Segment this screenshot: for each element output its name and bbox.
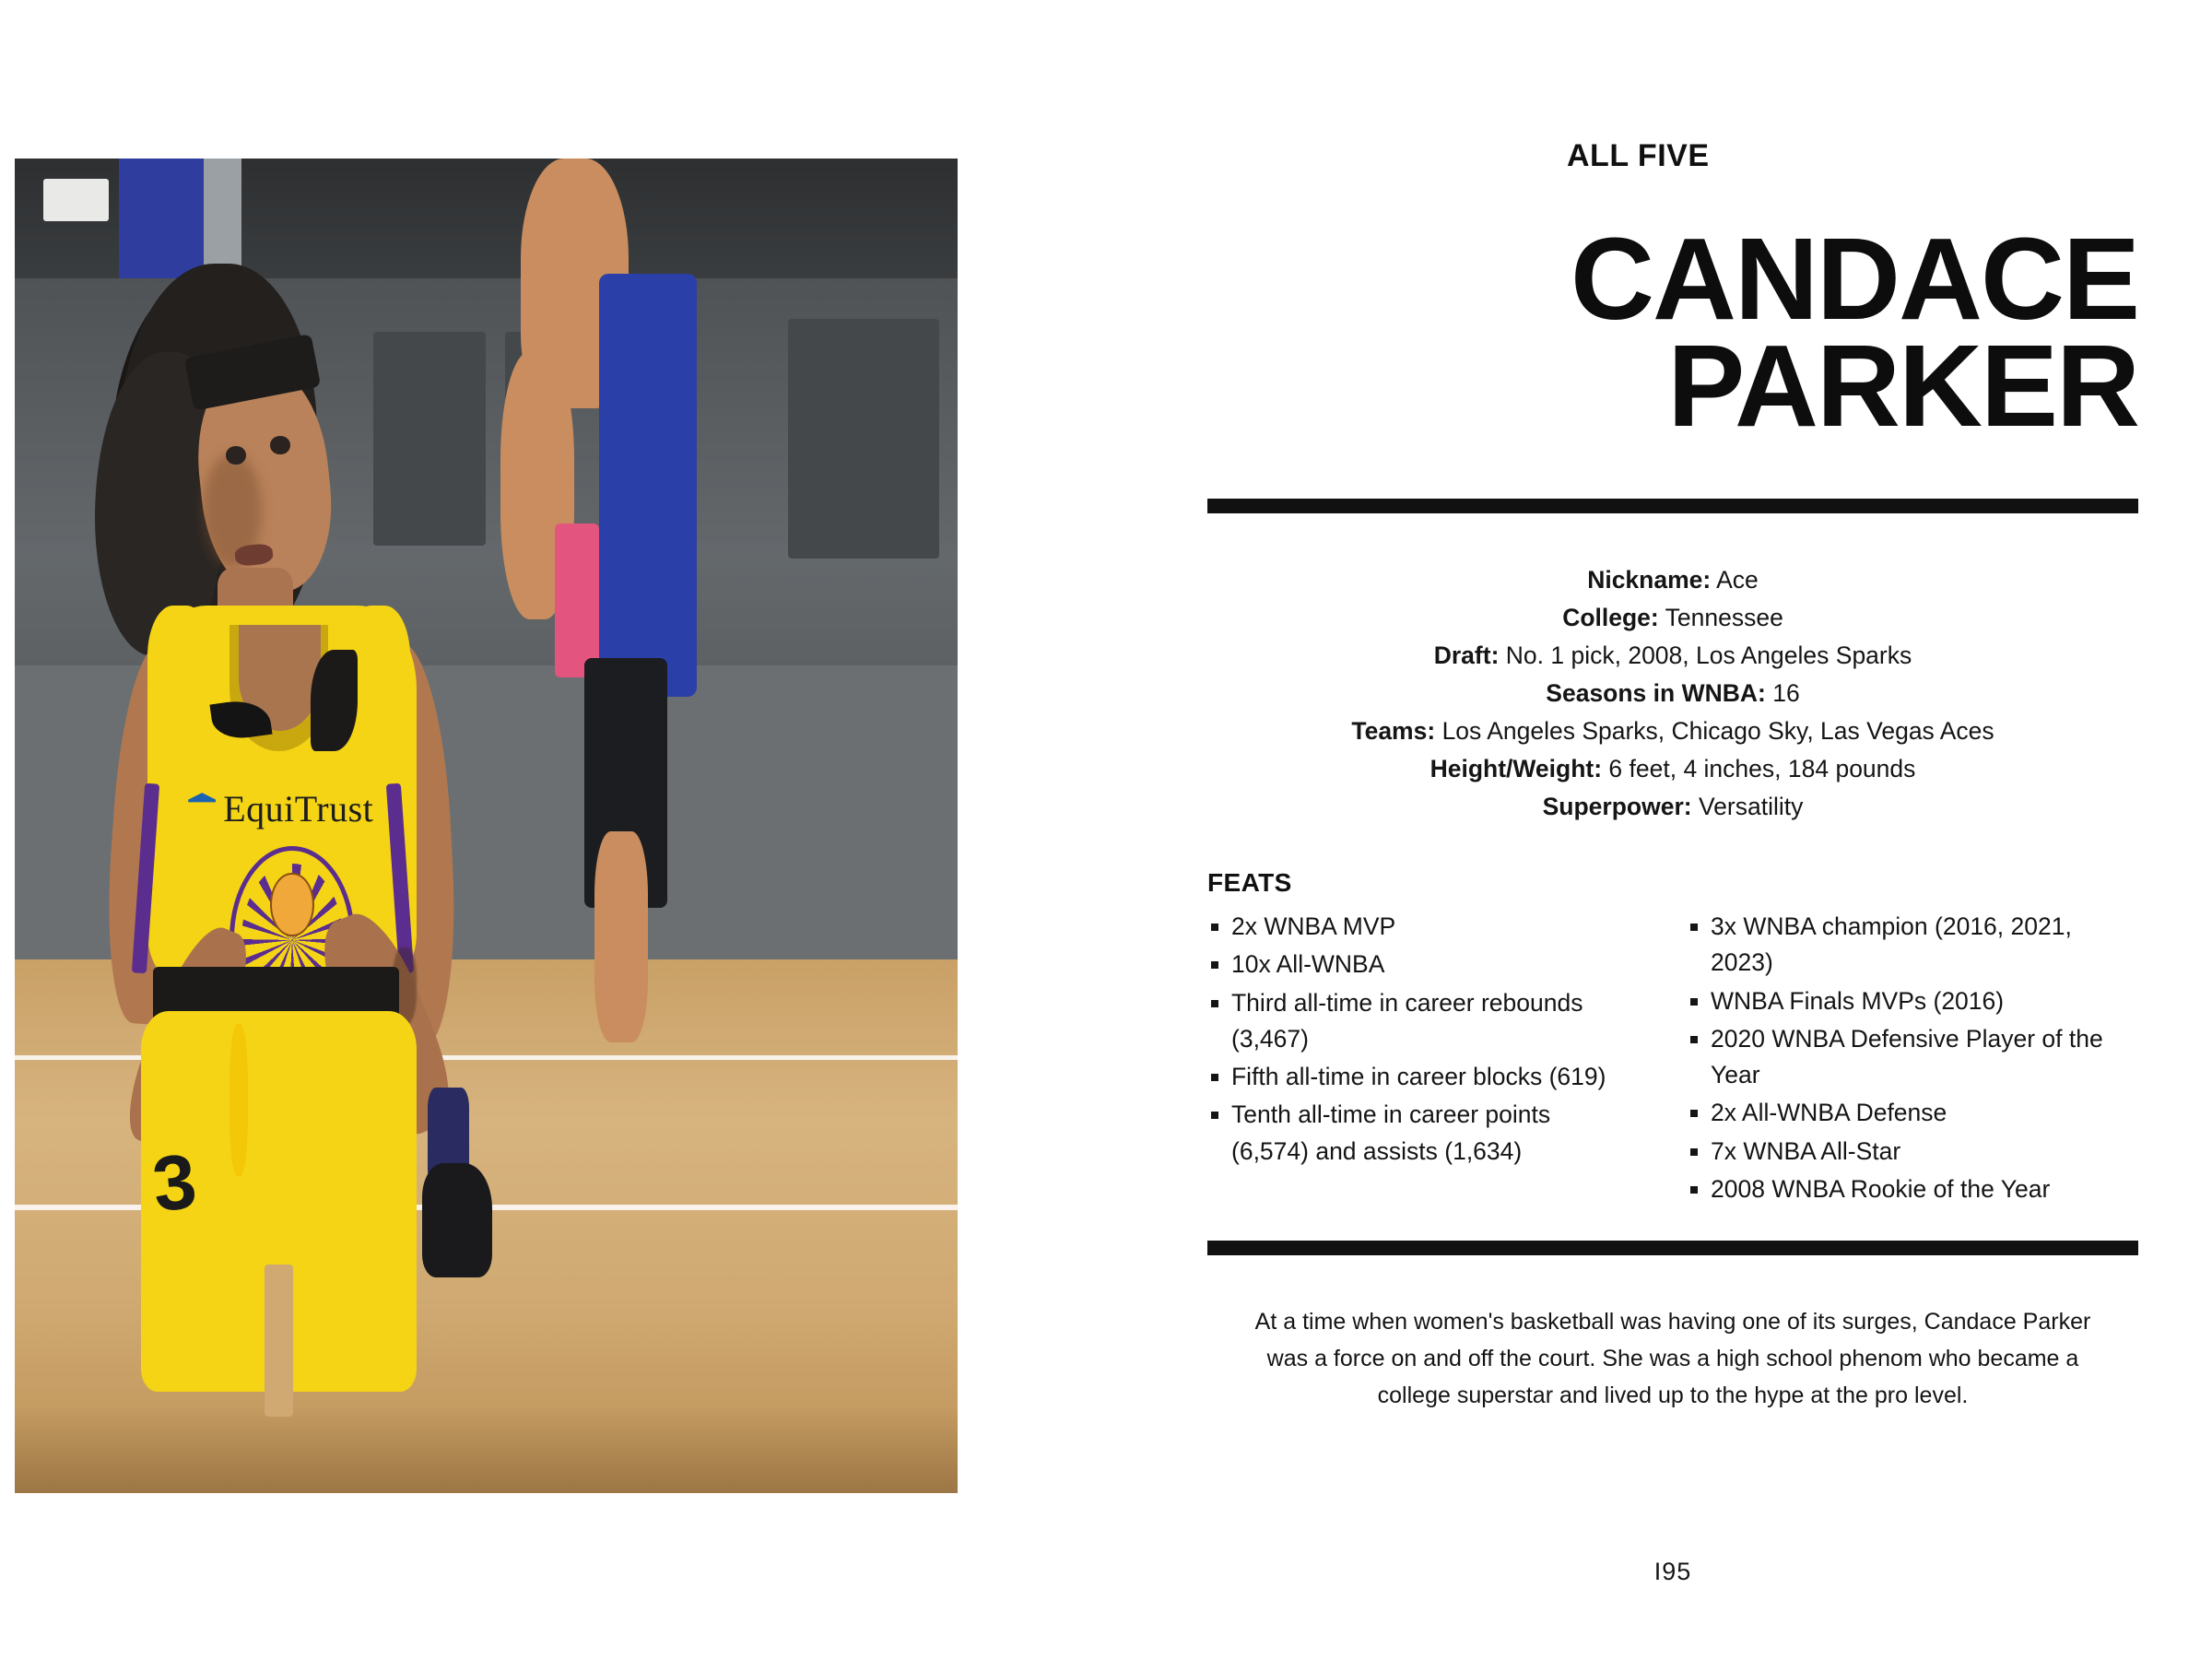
section-kicker: ALL FIVE [1567, 138, 1710, 173]
feats-heading: FEATS [1207, 868, 1292, 898]
list-item: 2008 WNBA Rookie of the Year [1687, 1171, 2111, 1207]
page-title-line-1: CANDACE [1571, 214, 2138, 344]
page-title [1272, 214, 2138, 451]
equitrust-label: EquiTrust [223, 787, 374, 830]
list-item: 7x WNBA All-Star [1687, 1134, 2111, 1170]
vitals-value: Los Angeles Sparks, Chicago Sky, Las Vegas Aces [1441, 717, 1994, 746]
photo-canvas [15, 159, 958, 1493]
arena-signage [43, 179, 110, 221]
page-number: I95 [1653, 1558, 1692, 1585]
shorts-gap [265, 1265, 294, 1417]
feats-column-right [1687, 909, 2111, 1209]
arena-seat-block [788, 319, 939, 559]
vitals-label: Superpower: [1542, 793, 1692, 821]
feats-columns [1207, 909, 2138, 1209]
vitals-value: 6 feet, 4 inches, 184 pounds [1608, 755, 1916, 783]
vitals-row [1207, 750, 2138, 788]
vitals-row [1207, 561, 2138, 599]
list-item: 2020 WNBA Defensive Player of the Year [1687, 1021, 2111, 1093]
vitals-label: Draft: [1433, 641, 1500, 669]
player-photo [15, 159, 958, 1493]
jersey-number: 3 [148, 1136, 201, 1228]
vitals-row [1207, 788, 2138, 826]
shorts-drawstring [229, 1024, 248, 1176]
list-item: 2x WNBA MVP [1207, 909, 1631, 945]
list-item: Fifth all-time in career blocks (619) [1207, 1059, 1631, 1095]
feats-column-left [1207, 909, 1631, 1209]
candace-parker-figure [71, 225, 655, 1493]
vitals-label: Seasons in WNBA: [1546, 679, 1766, 707]
vitals-value: Ace [1716, 565, 1759, 594]
divider-bottom [1207, 1241, 2138, 1255]
vitals-value: No. 1 pick, 2008, Los Angeles Sparks [1505, 641, 1912, 669]
list-item: 10x All-WNBA [1207, 947, 1631, 982]
basketball-icon [270, 873, 313, 936]
equitrust-sponsor-logo [188, 777, 405, 841]
divider-top [1207, 499, 2138, 513]
player-profile-text [1207, 138, 2138, 1414]
vitals-label: Height/Weight: [1430, 755, 1603, 783]
vitals-label: Nickname: [1587, 565, 1712, 594]
eye-right [270, 436, 290, 455]
vitals-label: College: [1562, 603, 1659, 631]
equitrust-mark-icon [188, 793, 216, 824]
vitals-row [1207, 599, 2138, 637]
vitals-value: 16 [1772, 679, 1800, 707]
list-item: WNBA Finals MVPs (2016) [1687, 983, 2111, 1019]
profile-blurb: At a time when women's basketball was having one of its surges, Candace Parker was a force on and off the court. She was a high school phenom who became a college superstar and lived up to the hype at the pro level. [1254, 1309, 2091, 1408]
list-item: 2x All-WNBA Defense [1687, 1095, 2111, 1131]
vitals-row [1207, 712, 2138, 750]
list-item: Tenth all-time in career points (6,574) and assists (1,634) [1207, 1097, 1631, 1169]
vitals-row [1207, 637, 2138, 675]
opponent-shoe [422, 1163, 492, 1277]
list-item: Third all-time in career rebounds (3,467) [1207, 985, 1631, 1057]
jersey-underarm-shadow [311, 650, 358, 751]
vitals-value: Tennessee [1665, 603, 1783, 631]
vitals-label: Teams: [1351, 717, 1436, 746]
vitals-value: Versatility [1698, 793, 1804, 821]
page-title-line-2: PARKER [1667, 320, 2138, 451]
vitals-list [1207, 561, 2138, 826]
vitals-row [1207, 675, 2138, 712]
list-item: 3x WNBA champion (2016, 2021, 2023) [1687, 909, 2111, 981]
